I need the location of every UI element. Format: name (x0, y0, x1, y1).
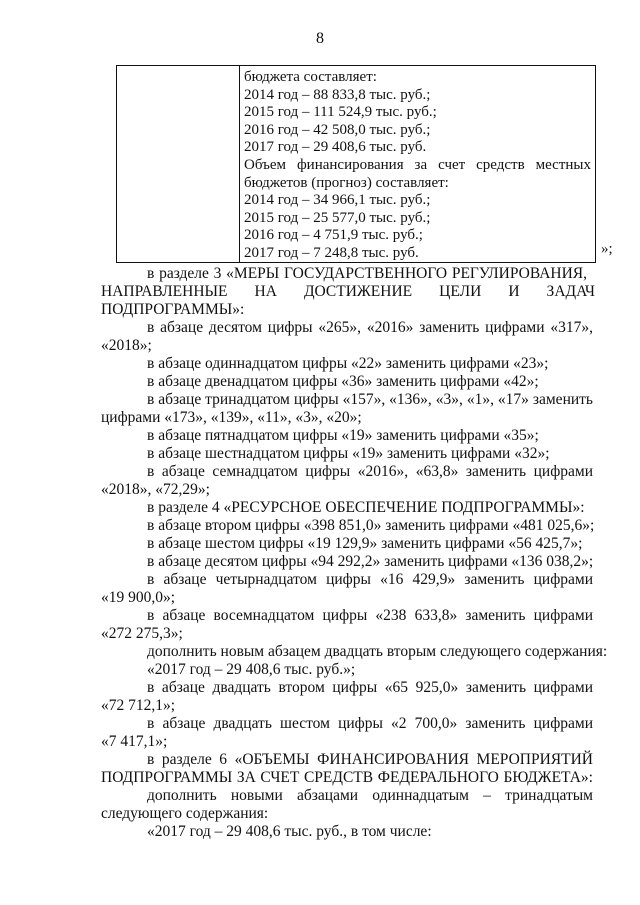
funding-table (116, 65, 596, 263)
body-line: «2018», «72,29»; (101, 481, 210, 498)
body-line: «2018»; (101, 337, 152, 354)
table-left-cell (117, 66, 240, 262)
body-line: в абзаце восемнадцатом цифры «238 633,8» заменить цифрами (147, 607, 593, 624)
body-line: «2017 год – 29 408,6 тыс. руб., в том числе: (147, 823, 432, 840)
table-line: 2016 год – 4 751,9 тыс. руб.; (244, 227, 423, 244)
body-line: в абзаце шестнадцатом цифры «19» заменить цифрами «32»; (147, 445, 550, 462)
body-line: «19 900,0»; (101, 589, 176, 606)
body-line: «272 275,3»; (101, 625, 183, 642)
body-line: в разделе 4 «РЕСУРСНОЕ ОБЕСПЕЧЕНИЕ ПОДПРОГРАММЫ»: (147, 499, 585, 516)
body-line: в абзаце двадцать втором цифры «65 925,0» заменить цифрами (147, 679, 593, 696)
table-line: 2017 год – 7 248,8 тыс. руб. (244, 245, 419, 261)
body-line: «2017 год – 29 408,6 тыс. руб.»; (147, 661, 356, 678)
table-line: 2014 год – 88 833,8 тыс. руб.; (244, 86, 431, 103)
table-line: Объем финансирования за счет средств местных (244, 157, 591, 173)
body-line: ПОДПРОГРАММЫ»: (101, 301, 245, 318)
table-line: 2014 год – 34 966,1 тыс. руб.; (244, 192, 431, 209)
body-line: в абзаце пятнадцатом цифры «19» заменить цифрами «35»; (147, 427, 539, 444)
table-line: 2016 год – 42 508,0 тыс. руб.; (244, 121, 431, 138)
table-closing-mark: »; (601, 241, 613, 257)
body-line: в разделе 6 «ОБЪЕМЫ ФИНАНСИРОВАНИЯ МЕРОПРИЯТИЙ (147, 751, 593, 768)
body-line: в абзаце четырнадцатом цифры «16 429,9» заменить цифрами (147, 571, 593, 588)
page-number: 8 (316, 30, 324, 47)
body-line: в разделе 3 «МЕРЫ ГОСУДАРСТВЕННОГО РЕГУЛИРОВАНИЯ, (147, 265, 587, 282)
body-line: ПОДПРОГРАММЫ ЗА СЧЕТ СРЕДСТВ ФЕДЕРАЛЬНОГО БЮДЖЕТА»: (101, 769, 593, 786)
body-line: цифрами «173», «139», «11», «3», «20»; (101, 409, 362, 426)
body-line: в абзаце семнадцатом цифры «2016», «63,8» заменить цифрами (147, 463, 593, 480)
body-line: в абзаце втором цифры «398 851,0» заменить цифрами «481 025,6»; (147, 517, 595, 534)
table-line: 2015 год – 111 524,9 тыс. руб.; (244, 104, 437, 121)
table-line: бюджета составляет: (244, 69, 377, 85)
body-line: в абзаце одиннадцатом цифры «22» заменить цифрами «23»; (147, 355, 549, 372)
body-line: в абзаце десятом цифры «94 292,2» заменить цифрами «136 038,2»; (147, 553, 594, 570)
body-line: «7 417,1»; (101, 733, 168, 750)
body-line: в абзаце двенадцатом цифры «36» заменить цифрами «42»; (147, 373, 539, 390)
table-line: 2017 год – 29 408,6 тыс. руб. (244, 139, 427, 156)
body-line: НАПРАВЛЕННЫЕ НА ДОСТИЖЕНИЕ ЦЕЛИ И ЗАДАЧ (101, 283, 595, 300)
body-line: в абзаце тринадцатом цифры «157», «136», «3», «1», «17» заменить (147, 391, 593, 408)
body-line: «72 712,1»; (101, 697, 176, 714)
body-line: в абзаце десятом цифры «265», «2016» заменить цифрами «317», (147, 319, 593, 336)
body-line: дополнить новыми абзацами одиннадцатым – тринадцатым (147, 787, 593, 804)
body-line: дополнить новым абзацем двадцать вторым следующего содержания: (147, 643, 608, 660)
table-line: бюджетов (прогноз) составляет: (244, 174, 449, 191)
table-line: 2015 год – 25 577,0 тыс. руб.; (244, 209, 431, 226)
body-line: в абзаце двадцать шестом цифры «2 700,0» заменить цифрами (147, 715, 593, 732)
body-line: следующего содержания: (101, 805, 269, 822)
body-line: в абзаце шестом цифры «19 129,9» заменить цифрами «56 425,7»; (147, 535, 583, 552)
